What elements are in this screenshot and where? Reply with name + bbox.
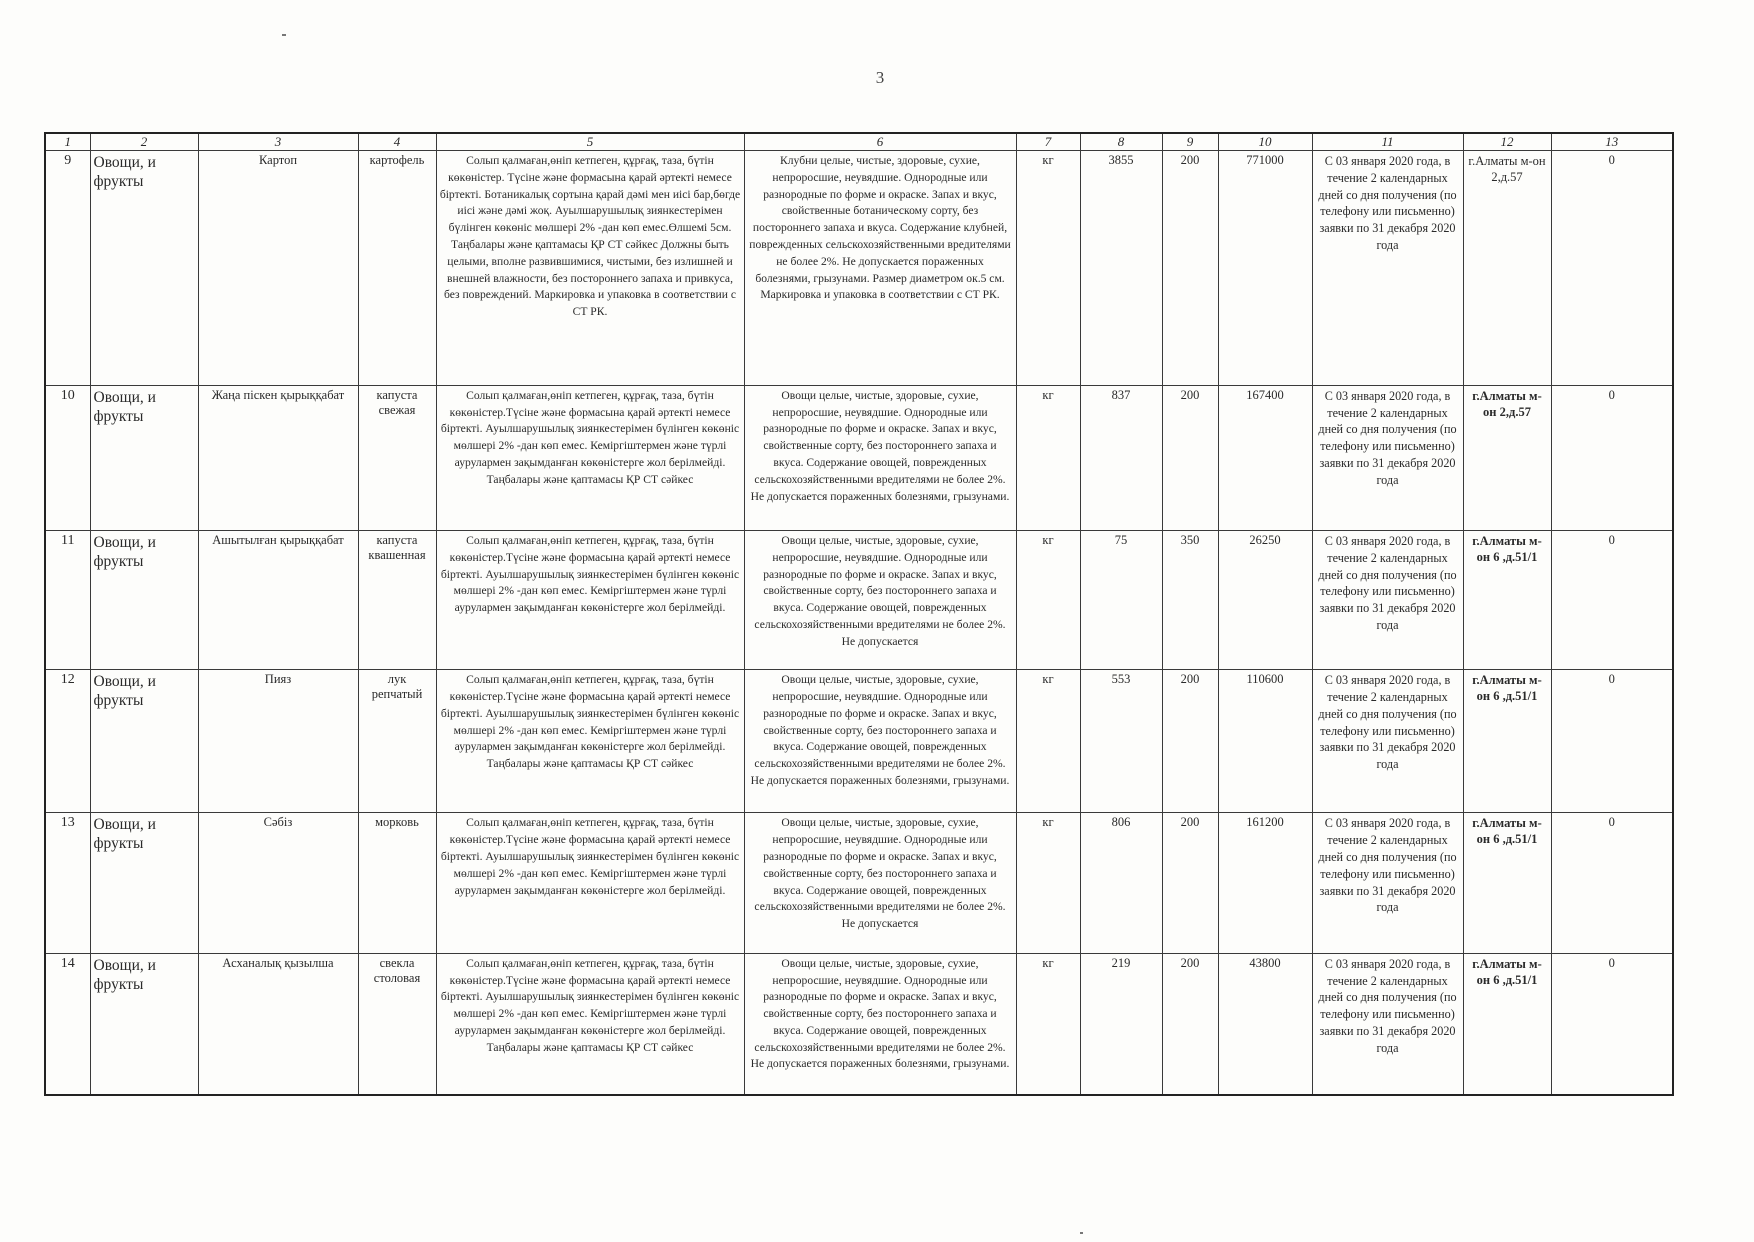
unit-text: кг: [1042, 672, 1054, 687]
row-number-text: 9: [64, 153, 72, 168]
sum-cell: [1218, 531, 1312, 670]
delivery-term-cell: [1312, 151, 1463, 386]
description-kz-cell: [436, 670, 744, 813]
row-number-cell: [45, 151, 90, 386]
description-ru-cell: [744, 385, 1016, 530]
delivery-term-cell: [1312, 813, 1463, 953]
description-kz-text: Солып қалмаған,өніп кетпеген, құрғақ, таза, бүтін көкөністер.Түсіне және формасына қарай әртекті немесе біртекті. Ауылшарушылық зиянкестерімен бүлінген көкөніс мөлшері 2% -дан көп емес. Кеміргіштермен және түрлі аурулармен зақымданған көкөністерге жол берілмейді. Таңбалары және қаптамасы ҚР СТ сәйкес: [440, 673, 740, 771]
column-header: 6: [744, 133, 1016, 151]
sum-text: 26250: [1249, 533, 1281, 548]
name-ru-text: капуста свежая: [376, 387, 418, 417]
unit-cell: [1016, 953, 1080, 1095]
column-header: 2: [90, 133, 198, 151]
row-number-cell: [45, 813, 90, 953]
row-number-text: 10: [60, 387, 75, 403]
name-kz-text: Асханалық қызылша: [222, 955, 334, 970]
product-group-text: Овощи, и фрукты: [93, 956, 156, 993]
product-group-text: Овощи, и фрукты: [93, 154, 156, 190]
unit-cell: [1016, 531, 1080, 670]
table-row: [45, 531, 1673, 670]
unit-cell: [1016, 670, 1080, 813]
name-kz-text: Жаңа піскен қырыққабат: [211, 387, 345, 402]
delivery-address-cell: [1463, 151, 1551, 386]
description-kz-cell: [436, 813, 744, 953]
delivery-term-text: С 03 января 2020 года, в течение 2 календарных дней со дня получения (по телефону или письменно) заявки по 31 декабря 2020 года: [1318, 956, 1457, 1055]
quantity-text: 553: [1111, 672, 1131, 687]
name-kz-cell: [198, 670, 358, 813]
name-ru-text: морковь: [375, 815, 419, 830]
price-cell: [1162, 385, 1218, 530]
unit-text: кг: [1042, 533, 1054, 548]
product-group-cell: [90, 670, 198, 813]
name-kz-cell: [198, 385, 358, 530]
row-number-text: 14: [60, 955, 75, 971]
table-row: [45, 813, 1673, 953]
column-13-cell: [1551, 385, 1673, 530]
delivery-term-text: С 03 января 2020 года, в течение 2 календарных дней со дня получения (по телефону или письменно) заявки по 31 декабря 2020 года: [1318, 673, 1457, 772]
delivery-address-cell: [1463, 670, 1551, 813]
column-13-text: 0: [1608, 955, 1615, 970]
scan-speck: [1080, 1232, 1083, 1234]
unit-cell: [1016, 151, 1080, 386]
name-ru-cell: [358, 385, 436, 530]
product-group-text: Овощи, и фрукты: [93, 816, 156, 853]
name-ru-text: лук репчатый: [371, 672, 423, 702]
delivery-address-text: г.Алматы м-он 2,д.57: [1472, 388, 1542, 419]
column-header: 8: [1080, 133, 1162, 151]
product-group-cell: [90, 385, 198, 530]
row-number-cell: [45, 531, 90, 670]
column-13-text: 0: [1608, 387, 1615, 402]
name-ru-text: свекла столовая: [373, 955, 421, 985]
quantity-cell: [1080, 385, 1162, 530]
name-ru-cell: [358, 531, 436, 670]
description-kz-cell: [436, 531, 744, 670]
row-number-cell: [45, 385, 90, 530]
row-number-text: 11: [61, 533, 75, 549]
description-ru-text: Клубни целые, чистые, здоровые, сухие, непроросшие, неувядшие. Однородные или разнородные по форме и окраске. Запах и вкус, свойственные ботаническому сорту, без постороннего запаха и вкуса. Содержание клубней, поврежденных сельскохозяйственными вредителями не более 2%. Не допускается пораженных болезнями, грызунами. Размер диаметром ок.5 см. Маркировка и упаковка в соответствии с СТ РК.: [749, 154, 1011, 302]
price-text: 200: [1180, 815, 1200, 830]
column-number-row: [45, 133, 1673, 151]
table-row: [45, 953, 1673, 1095]
column-13-text: 0: [1608, 815, 1615, 830]
quantity-text: 806: [1111, 815, 1131, 830]
scan-speck: [282, 34, 286, 36]
column-13-cell: [1551, 670, 1673, 813]
unit-cell: [1016, 385, 1080, 530]
quantity-cell: [1080, 953, 1162, 1095]
description-kz-cell: [436, 385, 744, 530]
delivery-address-text: г.Алматы м-он 6 ,д.51/1: [1472, 956, 1542, 987]
description-ru-text: Овощи целые, чистые, здоровые, сухие, непроросшие, неувядшие. Однородные или разнородные по форме и окраске. Запах и вкус, свойственные сорту, без постороннего запаха и вкуса. Содержание овощей, поврежденных сельскохозяйственными вредителями не более 2%. Не допускается пораженных болезнями, грызунами.: [750, 388, 1010, 503]
delivery-term-cell: [1312, 670, 1463, 813]
sum-cell: [1218, 385, 1312, 530]
quantity-cell: [1080, 151, 1162, 386]
sum-text: 43800: [1249, 955, 1281, 970]
name-kz-cell: [198, 953, 358, 1095]
column-13-cell: [1551, 151, 1673, 386]
name-kz-cell: [198, 813, 358, 953]
delivery-term-cell: [1312, 385, 1463, 530]
product-group-text: Овощи, и фрукты: [93, 534, 156, 571]
quantity-text: 3855: [1108, 153, 1134, 167]
column-header: 4: [358, 133, 436, 151]
column-header: 10: [1218, 133, 1312, 151]
page-number: 3: [875, 68, 885, 87]
name-ru-cell: [358, 953, 436, 1095]
column-header: 3: [198, 133, 358, 151]
delivery-term-text: С 03 января 2020 года, в течение 2 календарных дней со дня получения (по телефону или письменно) заявки по 31 декабря 2020 года: [1318, 154, 1457, 252]
price-cell: [1162, 670, 1218, 813]
price-cell: [1162, 813, 1218, 953]
name-kz-cell: [198, 151, 358, 386]
column-header: 1: [45, 133, 90, 151]
description-ru-cell: [744, 151, 1016, 386]
description-kz-text: Солып қалмаған,өніп кетпеген, құрғақ, таза, бүтін көкөністер.Түсіне және формасына қарай әртекті немесе біртекті. Ауылшарушылық зиянкестерімен бүлінген көкөніс мөлшері 2% -дан көп емес. Кеміргіштермен және түрлі аурулармен зақымданған көкөністерге жол берілмейді. Таңбалары және қаптамасы ҚР СТ сәйкес: [440, 956, 740, 1054]
name-kz-text: Пияз: [264, 672, 292, 687]
sum-cell: [1218, 670, 1312, 813]
product-group-text: Овощи, и фрукты: [93, 673, 156, 710]
quantity-text: 837: [1111, 387, 1131, 402]
delivery-term-text: С 03 января 2020 года, в течение 2 календарных дней со дня получения (по телефону или письменно) заявки по 31 декабря 2020 года: [1318, 534, 1457, 632]
column-13-text: 0: [1608, 533, 1615, 548]
column-header: 7: [1016, 133, 1080, 151]
column-13-cell: [1551, 531, 1673, 670]
unit-text: кг: [1042, 955, 1054, 970]
product-group-cell: [90, 813, 198, 953]
column-13-cell: [1551, 813, 1673, 953]
product-group-cell: [90, 531, 198, 670]
row-number-cell: [45, 670, 90, 813]
price-cell: [1162, 151, 1218, 386]
product-group-text: Овощи, и фрукты: [93, 388, 156, 425]
description-kz-text: Солып қалмаған,өніп кетпеген, құрғақ, таза, бүтін көкөністер. Түсіне және формасына қарай әртекті немесе біртекті. Ботаникалық сортына қарай дәмі мен иісі бар,бөгде иісі және дәмі жоқ. Ауылшарушылық зиянкестерімен бүлінген көкөніс мөлшері 2% -дан көп емес.Өлшемі 5см. Таңбалары және қаптамасы ҚР СТ сәйкес Должны быть целыми, вполне развившимися, чистыми, без излишней и внешней влажности, без постороннего запаха и привкуса, без повреждений. Маркировка и упаковка в соответствии с СТ РК.: [439, 154, 741, 319]
table-row: [45, 385, 1673, 530]
description-ru-cell: [744, 531, 1016, 670]
quantity-cell: [1080, 531, 1162, 670]
price-text: 200: [1180, 153, 1200, 167]
delivery-term-cell: [1312, 531, 1463, 670]
description-ru-cell: [744, 670, 1016, 813]
column-header: 12: [1463, 133, 1551, 151]
delivery-term-text: С 03 января 2020 года, в течение 2 календарных дней со дня получения (по телефону или письменно) заявки по 31 декабря 2020 года: [1318, 816, 1457, 915]
sum-text: 167400: [1246, 387, 1284, 402]
description-ru-cell: [744, 813, 1016, 953]
sum-text: 161200: [1246, 815, 1284, 830]
sum-text: 771000: [1246, 153, 1284, 167]
price-text: 200: [1180, 387, 1200, 402]
name-kz-text: Картоп: [258, 153, 298, 167]
row-number-text: 12: [60, 672, 75, 688]
column-header: 9: [1162, 133, 1218, 151]
row-number-cell: [45, 953, 90, 1095]
delivery-address-text: г.Алматы м-он 6 ,д.51/1: [1472, 673, 1542, 704]
description-ru-cell: [744, 953, 1016, 1095]
description-kz-text: Солып қалмаған,өніп кетпеген, құрғақ, таза, бүтін көкөністер.Түсіне және формасына қарай әртекті немесе біртекті. Ауылшарушылық зиянкестерімен бүлінген көкөніс мөлшері 2% -дан көп емес. Кеміргіштермен және түрлі аурулармен зақымданған көкөністерге жол берілмейді.: [440, 534, 740, 615]
column-header: 13: [1551, 133, 1673, 151]
description-ru-text: Овощи целые, чистые, здоровые, сухие, непроросшие, неувядшие. Однородные или разнородные по форме и окраске. Запах и вкус, свойственные сорту, без постороннего запаха и вкуса. Содержание овощей, поврежденных сельскохозяйственными вредителями не более 2%. Не допускается пораженных болезнями, грызунами.: [750, 956, 1010, 1071]
product-group-cell: [90, 151, 198, 386]
description-kz-cell: [436, 151, 744, 386]
column-header: 11: [1312, 133, 1463, 151]
name-kz-text: Сәбіз: [263, 815, 293, 830]
description-kz-cell: [436, 953, 744, 1095]
quantity-text: 75: [1114, 533, 1128, 548]
unit-text: кг: [1042, 153, 1054, 167]
procurement-table: [44, 132, 1674, 1096]
price-cell: [1162, 953, 1218, 1095]
delivery-address-cell: [1463, 953, 1551, 1095]
name-ru-cell: [358, 813, 436, 953]
description-ru-text: Овощи целые, чистые, здоровые, сухие, непроросшие, неувядшие. Однородные или разнородные по форме и окраске. Запах и вкус, свойственные сорту, без постороннего запаха и вкуса. Содержание овощей, поврежденных сельскохозяйственными вредителями не более 2%. Не допускается: [754, 816, 1006, 931]
unit-text: кг: [1042, 387, 1054, 402]
name-ru-cell: [358, 151, 436, 386]
column-13-text: 0: [1608, 153, 1615, 167]
column-header: 5: [436, 133, 744, 151]
column-13-cell: [1551, 953, 1673, 1095]
delivery-address-text: г.Алматы м-он 6 ,д.51/1: [1472, 816, 1542, 847]
description-ru-text: Овощи целые, чистые, здоровые, сухие, непроросшие, неувядшие. Однородные или разнородные по форме и окраске. Запах и вкус, свойственные сорту, без постороннего запаха и вкуса. Содержание овощей, поврежденных сельскохозяйственными вредителями не более 2%. Не допускается: [754, 534, 1006, 648]
description-ru-text: Овощи целые, чистые, здоровые, сухие, непроросшие, неувядшие. Однородные или разнородные по форме и окраске. Запах и вкус, свойственные сорту, без постороннего запаха и вкуса. Содержание овощей, поврежденных сельскохозяйственными вредителями не более 2%. Не допускается пораженных болезнями, грызунами.: [750, 673, 1010, 787]
price-cell: [1162, 531, 1218, 670]
delivery-address-cell: [1463, 385, 1551, 530]
delivery-address-cell: [1463, 531, 1551, 670]
quantity-cell: [1080, 670, 1162, 813]
delivery-term-text: С 03 января 2020 года, в течение 2 календарных дней со дня получения (по телефону или письменно) заявки по 31 декабря 2020 года: [1318, 388, 1457, 487]
delivery-term-cell: [1312, 953, 1463, 1095]
quantity-cell: [1080, 813, 1162, 953]
unit-text: кг: [1042, 815, 1054, 830]
column-13-text: 0: [1608, 672, 1615, 687]
unit-cell: [1016, 813, 1080, 953]
price-text: 200: [1180, 672, 1200, 687]
sum-cell: [1218, 813, 1312, 953]
description-kz-text: Солып қалмаған,өніп кетпеген, құрғақ, таза, бүтін көкөністер.Түсіне және формасына қарай әртекті немесе біртекті. Ауылшарушылық зиянкестерімен бүлінген көкөніс мөлшері 2% -дан көп емес. Кеміргіштермен және түрлі аурулармен зақымданған көкөністерге жол берілмейді. Таңбалары және қаптамасы ҚР СТ сәйкес: [440, 388, 740, 486]
table-row: [45, 151, 1673, 386]
sum-text: 110600: [1246, 672, 1284, 687]
row-number-text: 13: [60, 815, 75, 831]
price-text: 350: [1180, 533, 1200, 548]
delivery-address-text: г.Алматы м-он 6 ,д.51/1: [1472, 534, 1542, 565]
price-text: 200: [1180, 955, 1200, 970]
name-ru-text: капуста квашенная: [368, 533, 426, 563]
product-group-cell: [90, 953, 198, 1095]
name-kz-text: Ашытылған қырыққабат: [212, 533, 344, 548]
name-ru-text: картофель: [369, 153, 425, 167]
delivery-address-text: г.Алматы м-он 2,д.57: [1468, 154, 1546, 184]
sum-cell: [1218, 953, 1312, 1095]
table-row: [45, 670, 1673, 813]
name-ru-cell: [358, 670, 436, 813]
sum-cell: [1218, 151, 1312, 386]
delivery-address-cell: [1463, 813, 1551, 953]
name-kz-cell: [198, 531, 358, 670]
quantity-text: 219: [1111, 955, 1131, 970]
description-kz-text: Солып қалмаған,өніп кетпеген, құрғақ, таза, бүтін көкөністер.Түсіне және формасына қарай әртекті немесе біртекті. Ауылшарушылық зиянкестерімен бүлінген көкөніс мөлшері 2% -дан көп емес. Кеміргіштермен және түрлі аурулармен зақымданған көкөністерге жол берілмейді.: [440, 816, 740, 897]
